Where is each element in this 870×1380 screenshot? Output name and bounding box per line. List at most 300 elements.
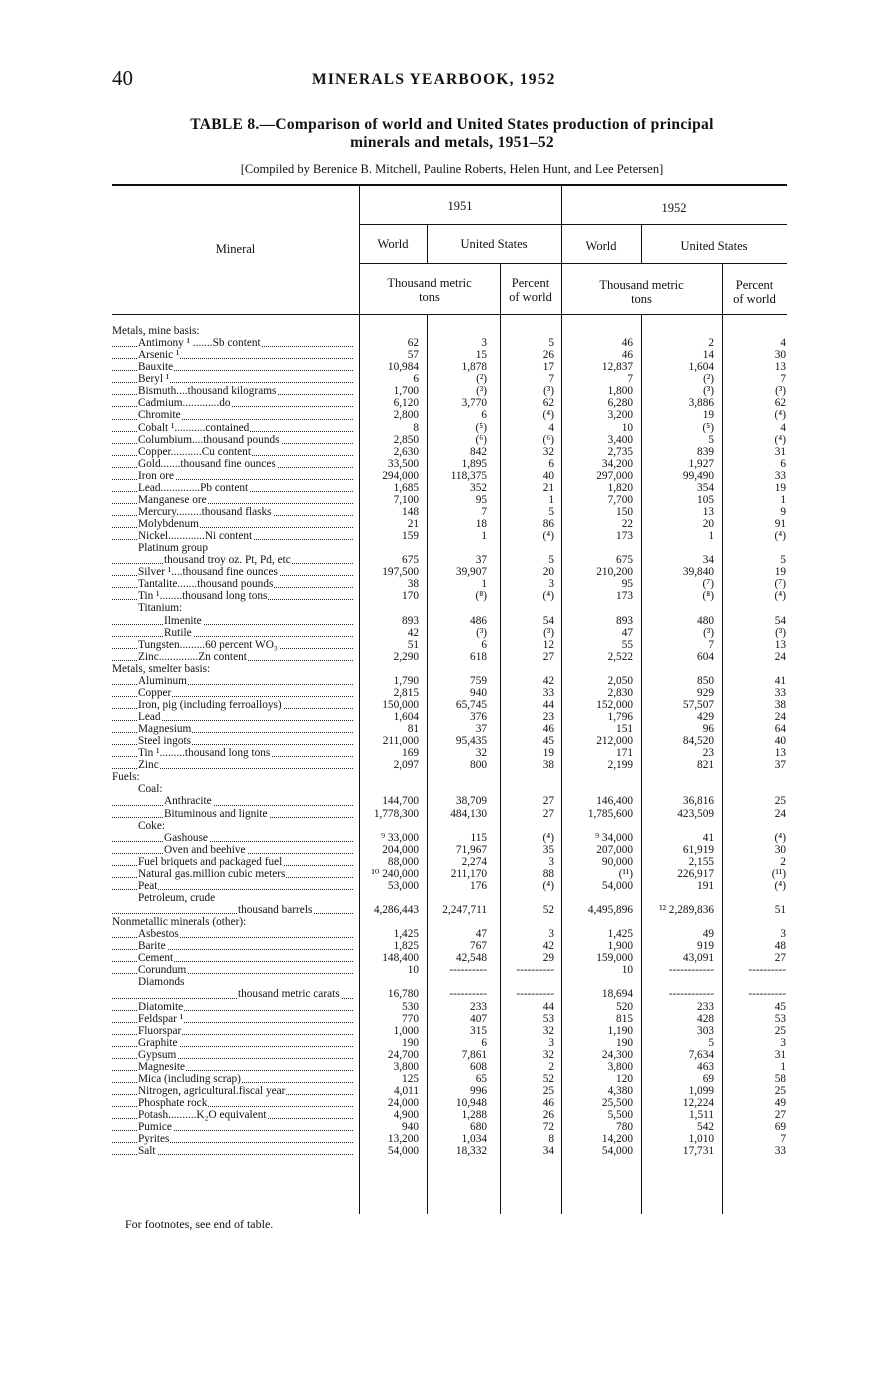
table-row <box>112 494 792 506</box>
cell-world-1952: 146,400 <box>596 795 633 808</box>
cell-world-1951: 125 <box>402 1072 419 1085</box>
cell-pct-1952: 3 <box>780 928 786 941</box>
mineral-label <box>112 904 357 916</box>
cell-world-1951: 42 <box>407 626 419 639</box>
cell-world-1952: 3,200 <box>607 409 633 422</box>
table-row <box>112 735 792 747</box>
mineral-label <box>112 675 357 687</box>
table-row <box>112 904 792 916</box>
cell-us-1952: 7,634 <box>688 1048 714 1061</box>
mineral-label-text: thousand troy oz. Pt, Pd, etc <box>164 554 291 567</box>
mineral-label-text: Silver ¹....thousand fine ounces <box>138 566 278 579</box>
header-us-1951: United States <box>460 237 528 251</box>
cell-us-1952: 191 <box>697 879 714 892</box>
mineral-label <box>112 1097 357 1109</box>
cell-pct-1952: 1 <box>780 1060 786 1073</box>
table-row <box>112 542 792 554</box>
header-year-1951: 1951 <box>447 199 473 213</box>
cell-us-1951: 376 <box>470 711 487 723</box>
cell-world-1951: ¹⁰ 240,000 <box>371 867 419 880</box>
cell-us-1952: 61,919 <box>682 843 714 856</box>
table-row <box>112 868 792 880</box>
cell-us-1952: 929 <box>697 686 714 699</box>
cell-us-1951: 39,907 <box>455 566 487 579</box>
cell-world-1951: 2,097 <box>393 759 419 772</box>
cell-world-1952: 6,280 <box>607 397 633 410</box>
mineral-label-text: Manganese ore <box>138 493 207 506</box>
cell-world-1951: 770 <box>402 1012 419 1025</box>
cell-us-1951: 176 <box>470 879 487 892</box>
cell-us-1952: 3,886 <box>688 397 714 410</box>
cell-us-1951: 940 <box>470 686 487 699</box>
mineral-label <box>112 771 357 783</box>
cell-us-1952: 13 <box>702 505 714 518</box>
cell-world-1952: 1,800 <box>607 385 633 398</box>
table-row <box>112 385 792 397</box>
cell-world-1951: 3,800 <box>393 1060 419 1073</box>
cell-world-1951: 148,400 <box>382 952 419 965</box>
mineral-label-text: Copper <box>138 686 172 699</box>
mineral-label-text: Bismuth....thousand kilograms <box>138 385 277 398</box>
cell-world-1952: 10 <box>621 421 633 434</box>
cell-world-1951: 24,000 <box>387 1097 419 1109</box>
cell-us-1951: 2,274 <box>461 855 487 868</box>
table-row <box>112 832 792 844</box>
cell-us-1952: 821 <box>697 759 714 772</box>
cell-us-1951: 18 <box>475 518 487 530</box>
table-row <box>112 880 792 892</box>
table-row <box>112 349 792 361</box>
mineral-label-text: Ilmenite <box>164 614 202 627</box>
mineral-label-text: Coke: <box>138 819 165 832</box>
cell-pct-1952: 31 <box>774 1048 786 1061</box>
cell-us-1952: 49 <box>702 928 714 941</box>
cell-pct-1952: 31 <box>774 445 786 458</box>
cell-world-1952: 520 <box>616 1000 633 1013</box>
cell-pct-1952: 19 <box>774 566 786 579</box>
cell-world-1952: 22 <box>621 518 633 530</box>
mineral-label <box>112 651 357 663</box>
cell-world-1951: 2,815 <box>393 686 419 699</box>
mineral-label-text: Barite <box>138 940 166 953</box>
table-row <box>112 1085 792 1097</box>
cell-pct-1951: 26 <box>542 1109 554 1122</box>
mineral-label <box>112 627 357 639</box>
cell-us-1952: 463 <box>697 1060 714 1073</box>
mineral-label-text: Tin ¹.........thousand long tons <box>138 747 271 760</box>
mineral-label <box>112 434 357 446</box>
cell-pct-1951: 4 <box>548 421 554 434</box>
mineral-label-text: Graphite <box>138 1036 178 1049</box>
table-row <box>112 458 792 470</box>
cell-world-1952: ⁹ 34,000 <box>595 831 633 844</box>
cell-us-1951: 767 <box>470 940 487 953</box>
cell-world-1952: 90,000 <box>601 855 633 868</box>
table-row <box>112 409 792 421</box>
cell-pct-1951: 21 <box>542 481 554 494</box>
cell-pct-1952: 33 <box>774 469 786 482</box>
cell-world-1952: 54,000 <box>601 879 633 892</box>
cell-us-1952: 7 <box>708 638 714 651</box>
cell-world-1952: 2,522 <box>607 650 633 663</box>
cell-pct-1952: 13 <box>774 638 786 651</box>
mineral-label-text: Tin ¹........thousand long tons <box>138 590 268 603</box>
cell-us-1951: 38,709 <box>455 795 487 808</box>
table-row <box>112 434 792 446</box>
table-row <box>112 615 792 627</box>
cell-pct-1951: 38 <box>542 759 554 772</box>
table-row <box>112 373 792 385</box>
cell-world-1951: 8 <box>413 421 419 434</box>
cell-world-1951: 1,425 <box>393 928 419 941</box>
mineral-label-text: Metals, mine basis: <box>112 325 200 337</box>
mineral-label-text: Lead <box>138 711 161 723</box>
mineral-label-text: Diamonds <box>138 976 185 989</box>
cell-pct-1951: 5 <box>548 554 554 567</box>
table-row <box>112 759 792 771</box>
cell-pct-1952: 19 <box>774 481 786 494</box>
mineral-label-text: Steel ingots <box>138 735 192 748</box>
cell-world-1951: 675 <box>402 554 419 567</box>
mineral-label <box>112 361 357 373</box>
cell-pct-1951: 5 <box>548 505 554 518</box>
cell-world-1952: 47 <box>621 626 633 639</box>
cell-world-1951: 53,000 <box>387 879 419 892</box>
cell-us-1951: 608 <box>470 1060 487 1073</box>
cell-us-1952: 423,509 <box>677 807 714 820</box>
mineral-label-text: Corundum <box>138 964 187 977</box>
cell-pct-1952: 4 <box>780 337 786 350</box>
table-row <box>112 1037 792 1049</box>
cell-us-1952: ------------ <box>668 964 714 977</box>
cell-pct-1951: ---------- <box>516 988 554 1001</box>
mineral-label <box>112 530 357 542</box>
table-row <box>112 325 792 337</box>
table-row <box>112 446 792 458</box>
cell-world-1951: 33,500 <box>387 457 419 470</box>
cell-pct-1951: 33 <box>542 686 554 699</box>
mineral-label-text: Platinum group <box>138 542 208 555</box>
cell-pct-1951: 3 <box>548 578 554 591</box>
mineral-label-text: Mica (including scrap) <box>138 1072 241 1085</box>
cell-pct-1951: 62 <box>542 397 554 410</box>
mineral-label-text: Iron ore <box>138 469 175 482</box>
mineral-label <box>112 783 357 795</box>
cell-pct-1951: 46 <box>542 723 554 736</box>
cell-us-1952: 69 <box>702 1072 714 1085</box>
cell-world-1951: 54,000 <box>387 1145 419 1158</box>
cell-pct-1951: 25 <box>542 1084 554 1097</box>
cell-world-1952: 25,500 <box>601 1097 633 1109</box>
cell-pct-1951: 5 <box>548 337 554 350</box>
header-unit-1951 <box>359 276 500 304</box>
cell-pct-1951: (⁴) <box>542 831 554 844</box>
mineral-label-text: Gashouse <box>164 831 208 844</box>
mineral-label <box>112 397 357 409</box>
cell-us-1952: 919 <box>697 940 714 953</box>
cell-world-1952: 5,500 <box>607 1109 633 1122</box>
table-row <box>112 687 792 699</box>
cell-world-1951: 1,685 <box>393 481 419 494</box>
cell-us-1952: (²) <box>703 373 714 386</box>
cell-pct-1952: 13 <box>774 747 786 760</box>
mineral-label <box>112 952 357 964</box>
mineral-label <box>112 988 357 1000</box>
mineral-label-text: Titanium: <box>138 602 183 615</box>
mineral-label <box>112 1001 357 1013</box>
cell-pct-1952: (⁴) <box>774 879 786 892</box>
cell-us-1951: 95 <box>475 493 487 506</box>
mineral-label <box>112 1133 357 1145</box>
cell-world-1951: 150,000 <box>382 698 419 711</box>
table-row <box>112 627 792 639</box>
table-row <box>112 1061 792 1073</box>
cell-us-1952: 226,917 <box>677 867 714 880</box>
cell-us-1951: 10,948 <box>455 1097 487 1109</box>
cell-pct-1952: 91 <box>774 518 786 530</box>
cell-pct-1952: 9 <box>780 505 786 518</box>
cell-us-1952: 57,507 <box>682 698 714 711</box>
cell-us-1952: 41 <box>702 831 714 844</box>
header-pct-1951 <box>500 276 561 304</box>
cell-us-1951: 759 <box>470 674 487 687</box>
table-row <box>112 916 792 928</box>
cell-world-1952: 173 <box>616 530 633 543</box>
cell-pct-1951: (⁴) <box>542 409 554 422</box>
cell-pct-1952: ---------- <box>748 964 786 977</box>
mineral-label <box>112 566 357 578</box>
cell-pct-1952: (⁴) <box>774 409 786 422</box>
cell-world-1952: 24,300 <box>601 1048 633 1061</box>
mineral-label-text: Gold.......thousand fine ounces <box>138 457 276 470</box>
mineral-label-text: Diatomite <box>138 1000 184 1013</box>
table-row <box>112 1109 792 1121</box>
mineral-label <box>112 699 357 711</box>
mineral-label <box>112 723 357 735</box>
cell-pct-1952: 24 <box>774 711 786 723</box>
cell-world-1952: 4,495,896 <box>587 904 633 916</box>
cell-world-1952: 815 <box>616 1012 633 1025</box>
mineral-label <box>112 856 357 868</box>
mineral-label-text: Fuel briquets and packaged fuel <box>138 855 283 868</box>
cell-world-1952: 2,050 <box>607 674 633 687</box>
mineral-label <box>112 964 357 976</box>
table-title-line2: minerals and metals, 1951–52 <box>350 134 554 151</box>
table-row <box>112 699 792 711</box>
header-mineral: Mineral <box>215 242 256 256</box>
table-row <box>112 663 792 675</box>
cell-us-1951: 47 <box>475 928 487 941</box>
cell-pct-1951: 35 <box>542 843 554 856</box>
cell-pct-1951: 44 <box>542 698 554 711</box>
table-row <box>112 976 792 988</box>
cell-pct-1951: 86 <box>542 518 554 530</box>
table-row <box>112 602 792 614</box>
cell-world-1952: 7 <box>627 373 633 386</box>
cell-pct-1951: 52 <box>542 904 554 916</box>
mineral-label-text: thousand barrels <box>238 904 313 916</box>
cell-world-1951: 1,700 <box>393 385 419 398</box>
mineral-label <box>112 422 357 434</box>
cell-us-1951: 42,548 <box>455 952 487 965</box>
cell-us-1952: 233 <box>697 1000 714 1013</box>
cell-world-1952: 1,425 <box>607 928 633 941</box>
cell-world-1951: 1,604 <box>393 711 419 723</box>
table-row <box>112 397 792 409</box>
mineral-label <box>112 506 357 518</box>
cell-us-1952: (³) <box>703 626 714 639</box>
cell-us-1952: (⁵) <box>702 421 714 434</box>
cell-us-1951: 65,745 <box>455 698 487 711</box>
cell-us-1951: 211,170 <box>450 867 487 880</box>
cell-pct-1952: 37 <box>774 759 786 772</box>
cell-pct-1952: 25 <box>774 1024 786 1037</box>
cell-world-1951: 21 <box>407 518 419 530</box>
cell-world-1951: 940 <box>402 1121 419 1134</box>
table-row <box>112 470 792 482</box>
mineral-label <box>112 1085 357 1097</box>
cell-us-1951: 618 <box>470 650 487 663</box>
mineral-label <box>112 325 357 337</box>
cell-world-1952: 150 <box>616 505 633 518</box>
cell-world-1951: 88,000 <box>387 855 419 868</box>
cell-us-1952: 542 <box>697 1121 714 1134</box>
mineral-label <box>112 940 357 952</box>
cell-us-1951: 1 <box>481 578 487 591</box>
cell-world-1952: 1,785,600 <box>587 807 633 820</box>
mineral-label <box>112 1061 357 1073</box>
table-title <box>112 116 792 152</box>
cell-world-1952: 46 <box>621 349 633 362</box>
cell-pct-1951: 32 <box>542 1024 554 1037</box>
cell-us-1951: (⁵) <box>475 421 487 434</box>
mineral-label-text: Columbium....thousand pounds <box>138 433 280 446</box>
cell-us-1951: 7,861 <box>461 1048 487 1061</box>
mineral-label-text: Asbestos <box>138 928 179 941</box>
cell-world-1951: 13,200 <box>387 1133 419 1146</box>
cell-pct-1952: 7 <box>780 1133 786 1146</box>
mineral-label <box>112 1121 357 1133</box>
cell-pct-1952: (⁴) <box>774 433 786 446</box>
running-head: MINERALS YEARBOOK, 1952 <box>312 71 556 88</box>
cell-world-1951: 169 <box>402 747 419 760</box>
cell-pct-1952: ---------- <box>748 988 786 1001</box>
cell-us-1951: 7 <box>481 505 487 518</box>
cell-us-1952: 1,099 <box>688 1084 714 1097</box>
cell-world-1951: 2,800 <box>393 409 419 422</box>
cell-us-1952: 1 <box>708 530 714 543</box>
cell-world-1952: 297,000 <box>596 469 633 482</box>
cell-pct-1951: 42 <box>542 674 554 687</box>
table-row <box>112 928 792 940</box>
mineral-label <box>112 759 357 771</box>
cell-pct-1951: 32 <box>542 445 554 458</box>
mineral-label-text: Bauxite <box>138 361 174 374</box>
mineral-label <box>112 795 357 807</box>
cell-pct-1952: (⁴) <box>774 590 786 603</box>
mineral-label-text: Feldspar ¹ <box>138 1012 184 1025</box>
cell-pct-1951: 46 <box>542 1097 554 1109</box>
cell-pct-1952: 64 <box>774 723 786 736</box>
cell-us-1952: 2 <box>708 337 714 350</box>
mineral-label-text: Nitrogen, agricultural.fiscal year <box>138 1084 286 1097</box>
cell-pct-1951: 12 <box>542 638 554 651</box>
cell-pct-1951: 40 <box>542 469 554 482</box>
table-row <box>112 1097 792 1109</box>
mineral-label-text: Cadmium.............do <box>138 397 231 410</box>
cell-us-1952: 1,604 <box>688 361 714 374</box>
mineral-label <box>112 1145 357 1157</box>
cell-world-1951: 10,984 <box>387 361 419 374</box>
mineral-label-text: Tantalite.......thousand pounds <box>138 578 274 591</box>
cell-pct-1951: (⁶) <box>542 433 554 446</box>
table-row <box>112 1073 792 1085</box>
cell-pct-1952: 33 <box>774 1145 786 1158</box>
mineral-label-text: Lead..............Pb content <box>138 481 249 494</box>
cell-world-1951: 148 <box>402 505 419 518</box>
cell-pct-1951: 26 <box>542 349 554 362</box>
cell-world-1952: 12,837 <box>601 361 633 374</box>
cell-us-1951: 32 <box>475 747 487 760</box>
table-row <box>112 795 792 807</box>
mineral-label <box>112 458 357 470</box>
cell-pct-1951: 19 <box>542 747 554 760</box>
mineral-label-text: Chromite <box>138 409 181 422</box>
mineral-label <box>112 735 357 747</box>
table-row <box>112 1049 792 1061</box>
table-row <box>112 747 792 759</box>
cell-pct-1951: 32 <box>542 1048 554 1061</box>
cell-world-1952: 1,190 <box>607 1024 633 1037</box>
header-world-1952: World <box>585 239 617 253</box>
mineral-label-text: Aluminum <box>138 674 187 687</box>
cell-world-1952: 1,900 <box>607 940 633 953</box>
mineral-label-text: Pumice <box>138 1121 172 1134</box>
cell-pct-1952: 5 <box>780 554 786 567</box>
cell-world-1951: 6,120 <box>393 397 419 410</box>
cell-world-1952: 1,820 <box>607 481 633 494</box>
cell-pct-1951: (³) <box>543 626 554 639</box>
cell-world-1951: 51 <box>407 638 419 651</box>
cell-pct-1951: (⁴) <box>542 530 554 543</box>
cell-us-1952: 5 <box>708 1036 714 1049</box>
cell-pct-1951: 44 <box>542 1000 554 1013</box>
cell-us-1952: 2,155 <box>688 855 714 868</box>
table-top-rule <box>112 184 787 186</box>
mineral-label-text: Natural gas.million cubic meters <box>138 867 286 880</box>
cell-pct-1952: 54 <box>774 614 786 627</box>
mineral-label <box>112 337 357 349</box>
cell-world-1952: 10 <box>621 964 633 977</box>
cell-pct-1952: 38 <box>774 698 786 711</box>
cell-us-1952: 354 <box>697 481 714 494</box>
table-row <box>112 1121 792 1133</box>
cell-us-1951: (⁶) <box>475 433 487 446</box>
year-underline <box>359 224 787 225</box>
mineral-label-text: Fluorspar <box>138 1024 182 1037</box>
cell-us-1952: 1,511 <box>689 1109 714 1122</box>
cell-world-1952: 780 <box>616 1121 633 1134</box>
cell-world-1951: 4,011 <box>394 1084 419 1097</box>
cell-world-1951: 1,778,300 <box>373 807 419 820</box>
page-header <box>112 66 792 92</box>
cell-world-1951: 893 <box>402 614 419 627</box>
cell-pct-1951: 54 <box>542 614 554 627</box>
cell-world-1951: 7,100 <box>393 493 419 506</box>
cell-us-1952: 39,840 <box>682 566 714 579</box>
mineral-label-text: Arsenic ¹ <box>138 349 180 362</box>
mineral-label <box>112 590 357 602</box>
